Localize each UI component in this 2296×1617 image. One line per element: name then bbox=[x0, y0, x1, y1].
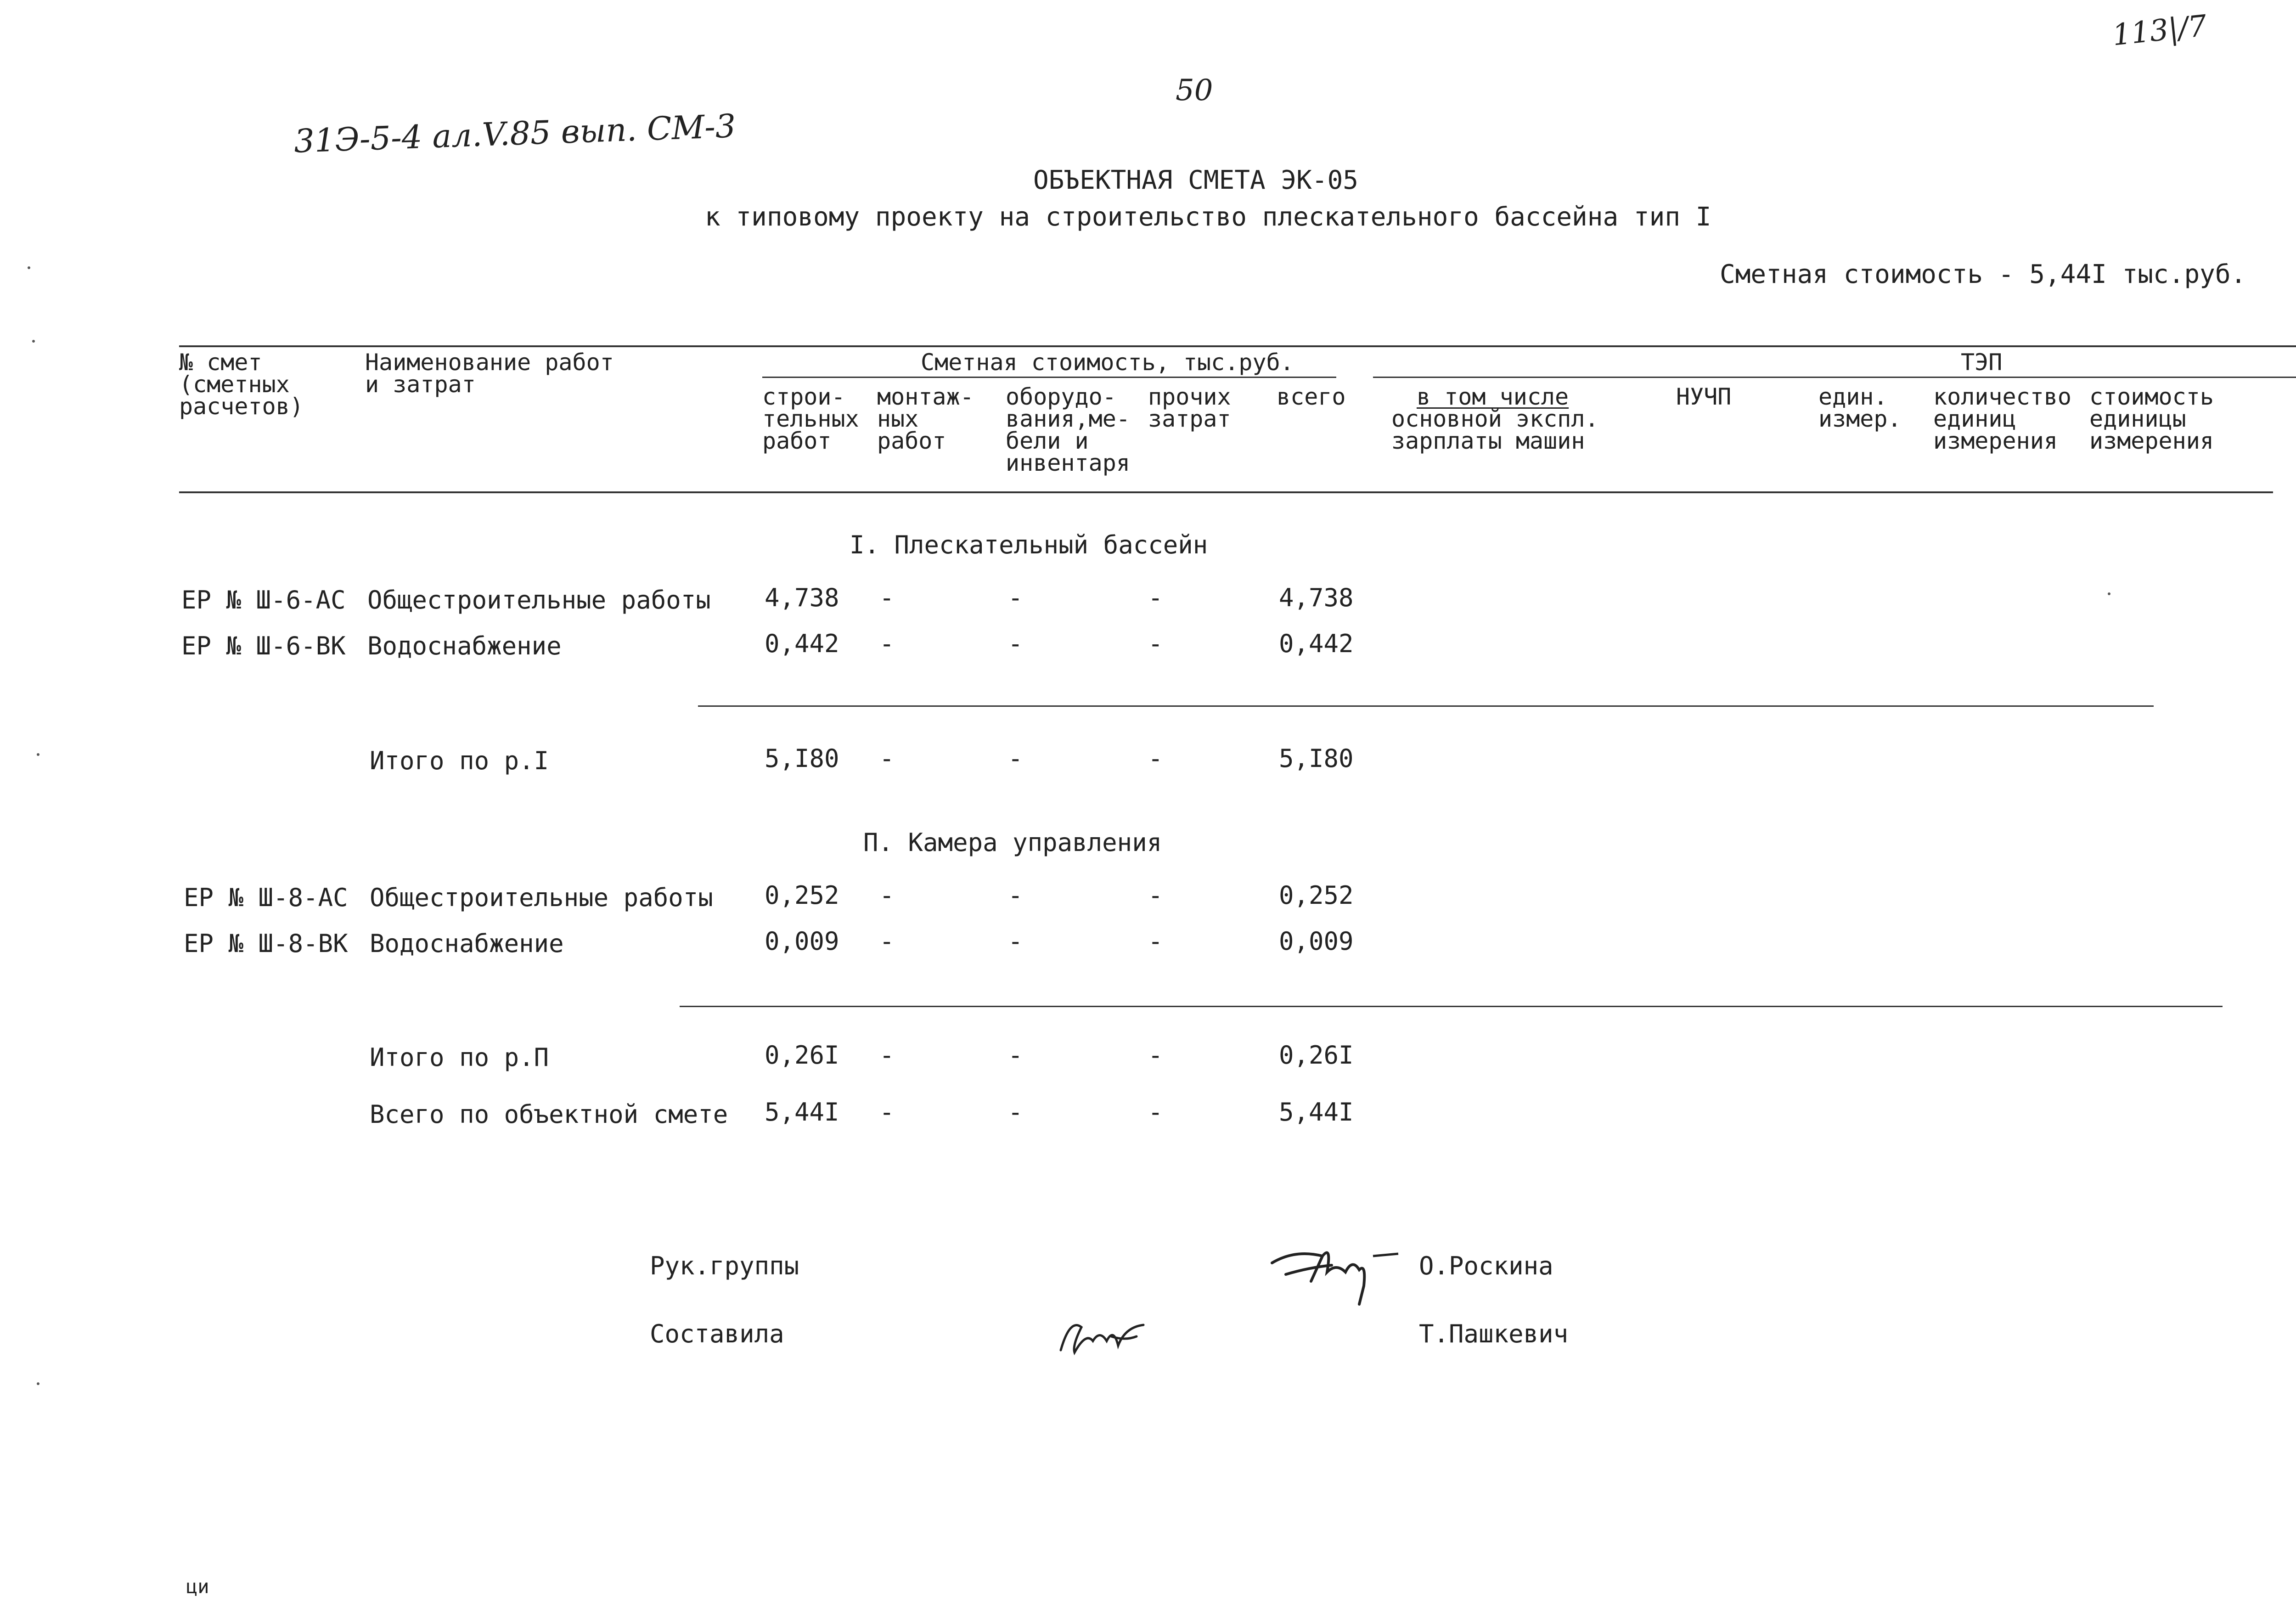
row-construction: 4,738 bbox=[765, 583, 839, 612]
grand-total-name: Всего по объектной смете bbox=[370, 1100, 728, 1129]
header-construction-col: строи- тельных работ bbox=[762, 383, 859, 454]
subtotal-total: 5,I80 bbox=[1279, 744, 1354, 773]
subtotal-equipment: - bbox=[1008, 1041, 1023, 1070]
header-unit-cost-col: стоимость единицы измерения bbox=[2089, 383, 2214, 454]
row-equipment: - bbox=[1008, 629, 1023, 658]
footer-mark: ци bbox=[186, 1575, 209, 1598]
row-total: 0,252 bbox=[1279, 881, 1354, 910]
header-including-col: в том числе основной экспл. зарплаты машин bbox=[1391, 383, 1599, 454]
header-qty-col: количество единиц измерения bbox=[1933, 383, 2072, 454]
header-estimate-col: № смет (сметных расчетов) bbox=[179, 349, 304, 420]
row-total: 0,009 bbox=[1279, 927, 1354, 956]
subtotal-construction: 0,26I bbox=[765, 1041, 839, 1070]
cost-group-rule bbox=[762, 377, 1336, 378]
row-code: ЕР № Ш-8-ВК bbox=[184, 929, 348, 958]
row-code: ЕР № Ш-6-АС bbox=[181, 586, 346, 614]
subtotal-installation: - bbox=[879, 1041, 895, 1070]
scan-speck bbox=[37, 753, 39, 756]
page-number: 50 bbox=[1176, 73, 1213, 107]
signature-role: Составила bbox=[650, 1319, 784, 1348]
grand-total-equipment: - bbox=[1008, 1098, 1023, 1127]
row-name: Водоснабжение bbox=[367, 631, 562, 660]
scan-speck bbox=[2108, 592, 2110, 595]
row-equipment: - bbox=[1008, 927, 1023, 956]
corner-number: 113|/7 bbox=[2110, 9, 2209, 53]
page-title: ОБЪЕКТНАЯ СМЕТА ЭК-05 bbox=[1033, 165, 1359, 195]
section-2-subtotal-rule bbox=[680, 1006, 2223, 1007]
subtotal-other: - bbox=[1148, 1041, 1163, 1070]
row-other: - bbox=[1148, 881, 1163, 910]
row-construction: 0,009 bbox=[765, 927, 839, 956]
subtotal-construction: 5,I80 bbox=[765, 744, 839, 773]
signature-role: Рук.группы bbox=[650, 1251, 799, 1280]
handwritten-signature bbox=[1267, 1231, 1405, 1313]
row-installation: - bbox=[879, 583, 895, 612]
section-1-subtotal-rule bbox=[698, 705, 2154, 707]
grand-total-installation: - bbox=[879, 1098, 895, 1127]
row-name: Общестроительные работы bbox=[367, 586, 711, 614]
header-total-col: всего bbox=[1277, 383, 1346, 410]
page-subtitle: к типовому проекту на строительство плескательного бассейна тип I bbox=[705, 202, 1711, 232]
header-equipment-col: оборудо- вания,ме- бели и инвентаря bbox=[1006, 383, 1130, 476]
scan-speck bbox=[37, 1382, 39, 1385]
header-cost-group: Сметная стоимость, тыс.руб. bbox=[921, 349, 1294, 376]
row-equipment: - bbox=[1008, 881, 1023, 910]
subtotal-equipment: - bbox=[1008, 744, 1023, 773]
grand-total-total: 5,44I bbox=[1279, 1098, 1354, 1127]
header-tep-group: ТЭП bbox=[1961, 349, 2003, 376]
header-name-col: Наименование работ и затрат bbox=[365, 349, 614, 398]
row-installation: - bbox=[879, 927, 895, 956]
document-code: 31Э-5-4 ал.V.85 вып. СМ-3 bbox=[293, 107, 737, 160]
handwritten-initials bbox=[1056, 1309, 1157, 1364]
row-name: Общестроительные работы bbox=[370, 883, 713, 912]
section-title: П. Камера управления bbox=[863, 828, 1162, 857]
subtotal-name: Итого по р.I bbox=[370, 746, 549, 775]
row-other: - bbox=[1148, 583, 1163, 612]
grand-total-other: - bbox=[1148, 1098, 1163, 1127]
row-total: 4,738 bbox=[1279, 583, 1354, 612]
estimated-cost: Сметная стоимость - 5,44I тыс.руб. bbox=[1720, 259, 2246, 289]
row-equipment: - bbox=[1008, 583, 1023, 612]
row-code: ЕР № Ш-6-ВК bbox=[181, 631, 346, 660]
section-title: I. Плескательный бассейн bbox=[850, 530, 1208, 559]
row-other: - bbox=[1148, 927, 1163, 956]
row-construction: 0,442 bbox=[765, 629, 839, 658]
tep-group-rule bbox=[1373, 377, 2296, 378]
row-total: 0,442 bbox=[1279, 629, 1354, 658]
header-nuchp-col: НУЧП bbox=[1676, 383, 1732, 410]
header-bottom-rule bbox=[179, 491, 2273, 493]
row-installation: - bbox=[879, 881, 895, 910]
row-construction: 0,252 bbox=[765, 881, 839, 910]
subtotal-other: - bbox=[1148, 744, 1163, 773]
row-installation: - bbox=[879, 629, 895, 658]
signature-name: О.Роскина bbox=[1419, 1251, 1553, 1280]
header-top-rule bbox=[179, 345, 2296, 347]
row-name: Водоснабжение bbox=[370, 929, 564, 958]
grand-total-construction: 5,44I bbox=[765, 1098, 839, 1127]
header-installation-col: монтаж- ных работ bbox=[877, 383, 974, 454]
subtotal-installation: - bbox=[879, 744, 895, 773]
subtotal-name: Итого по р.П bbox=[370, 1043, 549, 1072]
header-unit-col: един. измер. bbox=[1818, 383, 1902, 432]
header-other-col: прочих затрат bbox=[1148, 383, 1231, 432]
scan-speck bbox=[28, 266, 30, 269]
row-code: ЕР № Ш-8-АС bbox=[184, 883, 348, 912]
row-other: - bbox=[1148, 629, 1163, 658]
subtotal-total: 0,26I bbox=[1279, 1041, 1354, 1070]
scan-speck bbox=[32, 340, 35, 343]
signature-name: Т.Пашкевич bbox=[1419, 1319, 1569, 1348]
